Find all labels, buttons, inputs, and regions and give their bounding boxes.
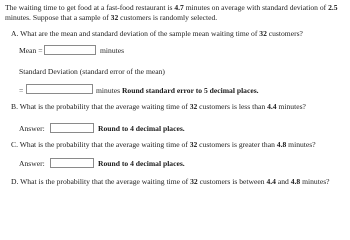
- question-c-text-3: minutes?: [286, 140, 316, 149]
- intro-n-value: 32: [110, 13, 119, 22]
- mean-unit: minutes: [100, 46, 125, 55]
- question-c-text-2: customers is greater than: [197, 140, 277, 149]
- sd-unit: minutes: [96, 86, 121, 95]
- intro-line-2: [5, 13, 217, 22]
- question-c-text-1: C. What is the probability that the average waiting time of: [11, 140, 190, 149]
- sd-unit-line: [96, 86, 259, 95]
- question-d-value-1: 4.4: [266, 177, 276, 186]
- question-a-text-1: A. What are the mean and standard deviation of the sample mean waiting time of: [11, 29, 260, 38]
- sd-prefix: =: [19, 86, 24, 95]
- question-b-answer-input[interactable]: [50, 123, 94, 133]
- mean-input[interactable]: [44, 45, 96, 55]
- intro-mean-value: 4.7: [174, 3, 184, 12]
- question-a-text: [11, 29, 303, 38]
- sd-input[interactable]: [26, 84, 93, 94]
- question-d-text-2: customers is between: [197, 177, 267, 186]
- intro-line-1: [5, 3, 338, 12]
- question-a-n-value: 32: [259, 29, 267, 38]
- intro-text-1: The waiting time to get food at a fast-food restaurant is: [5, 3, 175, 12]
- question-b-value: 4.4: [267, 102, 277, 111]
- mean-label: Mean =: [19, 46, 43, 55]
- question-d-text: [11, 177, 330, 186]
- question-b-text-3: minutes?: [276, 102, 306, 111]
- question-b-n-value: 32: [189, 102, 198, 111]
- question-b-instruction: Round to 4 decimal places.: [98, 124, 185, 133]
- intro-text-2: minutes on average with standard deviation of: [183, 3, 329, 12]
- sd-instruction: Round standard error to 5 decimal places.: [121, 86, 259, 95]
- question-a-text-2: customers?: [266, 29, 303, 38]
- question-c-text: [11, 140, 316, 149]
- question-d-n-value: 32: [190, 177, 198, 186]
- question-d-text-3: and: [275, 177, 291, 186]
- question-c-answer-label: Answer:: [19, 159, 45, 168]
- question-c-n-value: 32: [189, 140, 198, 149]
- intro-text-3: minutes. Suppose that a sample of: [5, 13, 111, 22]
- question-b-text: [11, 102, 306, 111]
- question-b-text-2: customers is less than: [197, 102, 268, 111]
- question-c-answer-input[interactable]: [50, 158, 94, 168]
- question-b-answer-label: Answer:: [19, 124, 45, 133]
- intro-sd-value: 2.5: [328, 3, 338, 12]
- question-c-value: 4.8: [276, 140, 287, 149]
- intro-text-4: customers is randomly selected.: [118, 13, 218, 22]
- question-d-text-1: D. What is the probability that the average waiting time of: [11, 177, 191, 186]
- question-c-instruction: Round to 4 decimal places.: [98, 159, 185, 168]
- question-b-text-1: B. What is the probability that the average waiting time of: [11, 102, 190, 111]
- sd-label: Standard Deviation (standard error of the mean): [19, 67, 165, 76]
- question-d-text-4: minutes?: [300, 177, 330, 186]
- question-d-value-2: 4.8: [290, 177, 301, 186]
